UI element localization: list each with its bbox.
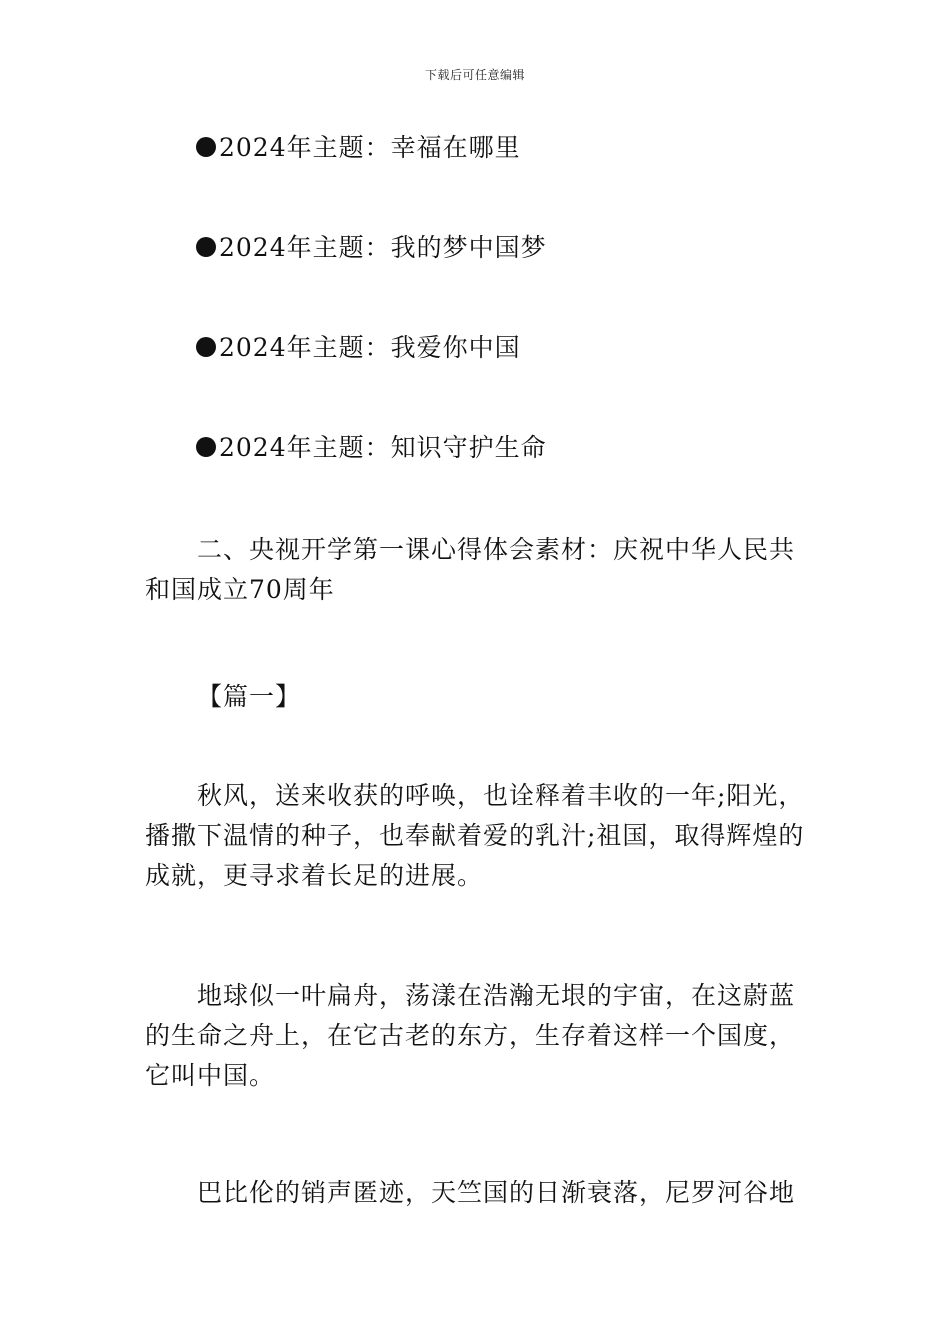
paragraph: [145, 976, 807, 1096]
bullet-icon: [196, 337, 216, 357]
section-heading: [145, 530, 807, 610]
theme-text: 2024年主题：我爱你中国: [219, 333, 521, 362]
chapter-label: [145, 677, 807, 717]
chapter-label-text: 【篇一】: [197, 682, 302, 711]
paragraph: [145, 776, 807, 896]
page-header: 下载后可任意编辑: [424, 68, 525, 82]
theme-item: [196, 128, 521, 168]
paragraph-line: 播撒下温情的种子，也奉献着爱的乳汁;祖国，取得辉煌的: [145, 821, 805, 850]
theme-item: [196, 228, 547, 268]
paragraph-line: 巴比伦的销声匿迹，天竺国的日渐衰落，尼罗河谷地: [197, 1178, 796, 1207]
bullet-icon: [196, 237, 216, 257]
section-heading-line: 二、央视开学第一课心得体会素材：庆祝中华人民共: [197, 535, 796, 564]
theme-text: 2024年主题：知识守护生命: [219, 433, 547, 462]
section-heading-line: 和国成立70周年: [145, 575, 335, 604]
paragraph-line: 成就，更寻求着长足的进展。: [145, 861, 484, 890]
paragraph-line: 的生命之舟上，在它古老的东方，生存着这样一个国度，: [145, 1021, 796, 1050]
paragraph-line: 秋风，送来收获的呼唤，也诠释着丰收的一年;阳光，: [197, 781, 805, 810]
theme-item: [196, 328, 521, 368]
theme-text: 2024年主题：幸福在哪里: [219, 133, 521, 162]
theme-text: 2024年主题：我的梦中国梦: [219, 233, 547, 262]
theme-item: [196, 428, 547, 468]
bullet-icon: [196, 437, 216, 457]
paragraph: [145, 1173, 807, 1213]
bullet-icon: [196, 137, 216, 157]
paragraph-line: 它叫中国。: [145, 1061, 276, 1090]
paragraph-line: 地球似一叶扁舟，荡漾在浩瀚无垠的宇宙，在这蔚蓝: [197, 981, 796, 1010]
